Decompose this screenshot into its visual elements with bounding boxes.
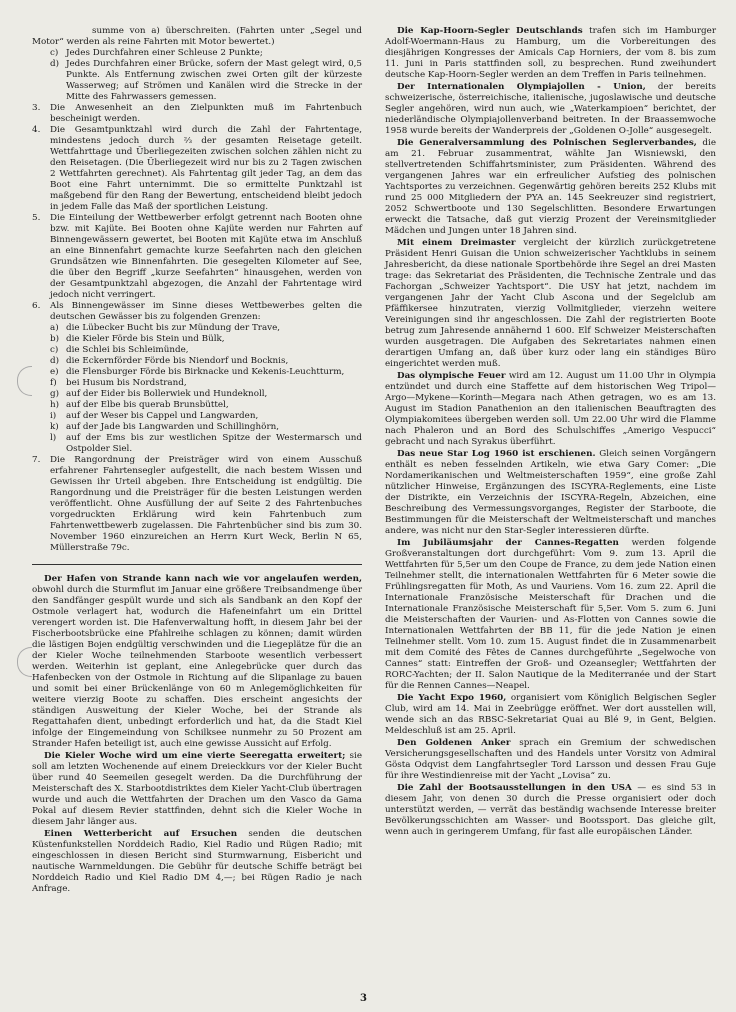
news-headline: Die Zahl der Bootsausstellungen in den USA — [397, 783, 632, 793]
waters-limit-item: h) auf der Elbe bis querab Brunsbüttel, — [50, 400, 229, 410]
news-item — [385, 783, 716, 838]
news-headline: Das olympische Feuer — [397, 371, 506, 381]
punch-hole-mark-top — [17, 366, 32, 396]
rule-item: 6. Als Binnengewässer im Sinne dieses Wettbewerbes gelten die deutschen Gewässer bis zu folgenden Grenzen: a) die Lübecker Bucht bis zur Mündung der Trave, b) die Kieler Förde bis Stein und Bülk, c) die Schlei bis Schleimünde, d) die Eckernförder Förde bis Niendorf und Bocknis, e) die Flensburger Förde bis Birknacke und Kekenis-Leuchtturm, f) bei Husum bis Nordstrand, g) auf der Eider bis Bollerwiek und Hundeknoll, h) auf der Elbe bis querab Brunsbüttel, i) auf der Weser bis Cappel und Langwarden, k) auf der Jade bis Langwarden und Schillinghörn, l) auf der Ems bis zur westlichen Spitze der Westermarsch und Ostpolder Siel. — [32, 301, 362, 454]
section-divider — [32, 564, 362, 565]
news-item — [32, 574, 362, 750]
news-item — [385, 738, 716, 782]
rules-intro: summe von a) überschreiten. (Fahrten unter „Segel und Motor“ werden als reine Fahrten mit Motor bewertet.) — [32, 26, 362, 47]
rule-item: 4. Die Gesamtpunktzahl wird durch die Zahl der Fahrtentage, mindestens jedoch durch ⅔ der gesamten Reisetage geteilt. Wettfahrttage und Überliegezeiten zwischen solchen zählen nicht zu den Reisetagen. (Die Überliegezeit wird nur bis zu 2 Tagen zwischen 2 Wettfahrten gerechnet). Als Fahrtentag gilt jeder Tag, an dem das Boot eine Fahrt unternimmt. Die so ermittelte Punktzahl ist maßgebend für den Rang der Bewertung, entscheidend bleibt jedoch in jedem Falle das Maß der sportlichen Leistung. — [32, 125, 362, 212]
rules-list — [32, 103, 362, 554]
news-body: der bereits schweizerische, österreichische, italienische, jugoslawische und deutsche Segler angehören, wird nun auch, wie „Waterkampioen“ berichtet, der niederländische Olympiajollenverband beitreten. In der Braassemwoche 1958 wurde bereits der Wanderpreis der „Goldenen O-Jolle“ ausgesegelt. — [385, 82, 716, 136]
waters-limit-item: b) die Kieler Förde bis Stein und Bülk, — [50, 334, 225, 344]
news-headline: Das neue Star Log 1960 ist erschienen. — [397, 449, 596, 459]
waters-limit-item: f) bei Husum bis Nordstrand, — [50, 378, 187, 388]
news-item — [32, 751, 362, 828]
news-item — [385, 538, 716, 692]
rule-item: 3. Die Anwesenheit an den Zielpunkten muß im Fahrtenbuch bescheinigt werden. — [32, 103, 362, 124]
news-item — [32, 829, 362, 895]
news-headline: Den Goldenen Anker — [397, 738, 511, 748]
news-item — [385, 138, 716, 237]
news-headline: Der Hafen von Strande kann nach wie vor angelaufen werden, — [44, 574, 362, 584]
waters-limit-item: e) die Flensburger Förde bis Birknacke und Kekenis-Leuchtturm, — [50, 367, 345, 377]
waters-limit-item: c) die Schlei bis Schleimünde, — [50, 345, 189, 355]
intro-item: d) Jedes Durchfahren einer Brücke, sofern der Mast gelegt wird, 0,5 Punkte. Als Entfernung zwischen zwei Orten gilt der kürzeste Wasserweg; auf Strömen und Kanälen wird die Strecke in der Mitte des Fahrwassers gemessen. — [50, 59, 362, 102]
news-headline: Die Yacht Expo 1960, — [397, 693, 507, 703]
waters-limit-item: k) auf der Jade bis Langwarden und Schillinghörn, — [50, 422, 280, 432]
news-body: senden die deutschen Küstenfunkstellen Norddeich Radio, Kiel Radio und Rügen Radio; mit eingeschlossen in diesen Bericht sind Sturmwarnung, Eisbericht und nautische Warnmeldungen. Die Gebühr für deutsche Schiffe beträgt bei Norddeich Radio und Kiel Radio DM 4,—; bei Rügen Radio je nach Anfrage. — [32, 829, 362, 894]
intro-item: c) Jedes Durchfahren einer Schleuse 2 Punkte; — [50, 48, 263, 58]
punch-hole-mark-bottom — [17, 647, 32, 677]
news-headline: Im Jubiläumsjahr der Cannes-Regatten — [397, 538, 619, 548]
news-body: organisiert vom Königlich Belgischen Segler Club, wird am 14. Mai in Zeebrügge eröffnet. Wer dort ausstellen will, wende sich an das RBSC-Sekretariat Quai au Blé 9, in Gent, Belgien. Meldeschluß ist am 25. April. — [385, 693, 716, 736]
news-headline: Mit einem Dreimaster — [397, 238, 516, 248]
news-body: werden folgende Großveranstaltungen dort durchgeführt: Vom 9. zum 13. April die Wettfahrten für 5,5er um den Coupe de France, zu dem jede Nation einen Teilnehmer stellt, die internationalen Wettfahrten für 6 Meter sowie die Frühlingsregatten für Moth, As und Vauriens. Vom 16. zum 22. April die Internationale Französische Meisterschaft für Drachen und die Internationale Französische Meisterschaft für 5,5er. Vom 5. zum 6. Juni die Meisterschaften der Vaurien- und As-Flotten von Cannes sowie die Internationalen Wettfahrten der BB 11, für die jede Nation je einen Teilnehmer stellt. Vom 10. zum 15. August findet die in Zusammenarbeit mit dem Comité des Fêtes de Cannes durchgeführte „Segelwoche von Cannes“ statt: Eintreffen der Groß- und Ozeansegler; Wettfahrten der RORC-Yachten; der II. Salon Nautique de la Mediterranée und der Start für die Rennen Cannes—Neapel. — [385, 538, 717, 691]
news-headline: Die Kieler Woche wird um eine vierte Seeregatta erweitert; — [44, 751, 346, 761]
news-headline: Der Internationalen Olympiajollen - Union, — [397, 82, 646, 92]
news-body: vergleicht der kürzlich zurückgetretene Präsident Henri Guisan die Union schweizerischer Yachtklubs in seinem Jahresbericht, da diese nationale Sportbehörde ihre Segel an drei Masten trage: das Sekretariat des Präsidenten, die Technische Zentrale und das Fachorgan „Schweizer Yachtsport“. Die USY hat jetzt, nachdem im vergangenen Jahr der Yacht Club Ascona und der Segelclub am Pfäffikersee hinzutraten, vierzig Vollmitglieder, vierzehn weitere Vereinigungen sind ihr angeschlossen. Die Zahl der registrierten Boote betrug zum Jahresende annähernd 1 600. Elf Schweizer Meisterschaften wurden ausgetragen. Die Aufgaben des Sekretariates nahmen einen derartigen Umfang an, daß über kurz oder lang ein ständiges Büro eingerichtet werden muß. — [385, 238, 716, 369]
news-body: Gleich seinen Vorgängern enthält es neben fesselnden Artikeln, wie etwa Gary Comer: „Die Nordamerikanischen und Weltmeisterschaften 1959“, eine große Zahl nützlicher Hinweise, Ergänzungen des ISCYRA-Reglements, eine Liste der Distrikte, ein Verzeichnis der ISCYRA-Regeln, Abzeichen, eine Beschreibung des Vermessungsvorganges, Register der Starboote, die Bestimmungen für die Meisterschaft der Weltmeisterschaft und manches andere, was nicht nur den Star-Segler interessieren dürfte. — [385, 449, 717, 536]
page-number: 3 — [360, 993, 367, 1004]
waters-limit-item: i) auf der Weser bis Cappel und Langwarden, — [50, 411, 259, 421]
news-item — [385, 371, 716, 448]
news-item — [385, 693, 716, 737]
left-column — [32, 26, 362, 896]
news-body: obwohl durch die Sturmflut im Januar eine größere Treibsandmenge über den Sandfänger gespült wurde und sich als Sandbank an den Kopf der Ostmole verlagert hat, wodurch die Hafeneinfahrt um ein Drittel verengert worden ist. Die Hafenverwaltung hofft, in diesem Jahr bei der Fischerbootsbrücke eine Pfahlreihe schlagen zu können; damit würden die lästigen Bojen endgültig verschwinden und die Liegeplätze für die an der Kieler Woche teilnehmenden Starboote wesentlich verbessert werden. Weiterhin ist geplant, eine Anlegebrücke quer durch das Hafenbecken von der Ostmole in Richtung auf die Slipanlage zu bauen und somit bei einer Brückenlänge von 60 m Anlegemöglichkeiten für weitere vierzig Boote zu schaffen. Dies erscheint angesichts der ständigen Ausweitung der Kieler Woche, bei der Strande als Regattahafen dient, unbedingt erforderlich und hat, da die Stadt Kiel infolge der Eingemeindung von Schilksee nunmehr zu 50 Prozent am Strander Hafen beteiligt ist, auch eine gewisse Aussicht auf Erfolg. — [32, 585, 362, 749]
news-headline: Einen Wetterbericht auf Ersuchen — [44, 829, 238, 839]
news-headline: Die Generalversammlung des Polnischen Seglerverbandes, — [397, 138, 697, 148]
waters-limit-item: a) die Lübecker Bucht bis zur Mündung der Trave, — [50, 323, 281, 333]
news-body: sie soll am letzten Wochenende auf einem Dreieckkurs vor der Kieler Bucht über rund 40 Seemeilen gesegelt werden. Da die Durchführung der Meisterschaft des X. Starbootdistriktes dem Kieler Yacht-Club übertragen wurde und auch die Wettfahrten der Drachen um den Vasco da Gama Pokal auf diesem Revier stattfinden, dehnt sich die Kieler Woche in diesem Jahr länger aus. — [32, 751, 362, 827]
intro-items — [50, 48, 362, 103]
right-column — [385, 26, 716, 839]
news-body: — es sind 53 in diesem Jahr, von denen 30 durch die Presse organisiert oder doch unterstützt werden, — verrät das beständig wachsende Interesse breiter Bevölkerungsschichten am Wasser- und Bootssport. Das gleiche gilt, wenn auch in geringerem Umfang, für fast alle europäischen Länder. — [385, 783, 716, 837]
news-item — [385, 238, 716, 370]
waters-limit-item: g) auf der Eider bis Bollerwiek und Hundeknoll, — [50, 389, 268, 399]
rule-item: 5. Die Einteilung der Wettbewerber erfolgt getrennt nach Booten ohne bzw. mit Kajüte. Bei Booten ohne Kajüte werden nur Fahrten auf Binnengewässern gewertet, bei Booten mit Kajüte etwa im Anschluß an eine Binnenfahrt gemachte kurze Seefahrten nach den gleichen Grundsätzen wie Binnenfahrten. Die gesegelten Kilometer auf See, die über den Begriff „kurze Seefahrten“ hinausgehen, werden von der Gesamtpunktzahl abgezogen, die Anzahl der Fahrtentage wird jedoch nicht verringert. — [32, 213, 362, 300]
news-body: trafen sich im Hamburger Adolf-Woermann-Haus zu Hamburg, um die Vorbereitungen des diesjährigen Kongresses der Amicals Cap Horniers, der vom 8. bis zum 11. Juni in Paris stattfinden soll, zu besprechen. Rund zweihundert deutsche Kap-Hoorn-Segler werden an dem Treffen in Paris teilnehmen. — [385, 26, 717, 80]
news-item — [385, 26, 716, 81]
news-body: wird am 12. August um 11.00 Uhr in Olympia entzündet und durch eine Staffette auf dem historischen Weg Tripol—Argo—Mykene—Korinth—Megara nach Athen getragen, wo es am 13. August im Stadion Panathenion an den italienischen Beauftragten des Olympiakomitees übergeben werden soll. Um 22.00 Uhr wird die Flamme nach Phaleron und an Bord des Schulschiffes „Amerigo Vespucci“ gebracht und nach Syrakus überführt. — [385, 371, 717, 447]
waters-limit-list — [50, 323, 362, 455]
waters-limit-item: d) die Eckernförder Förde bis Niendorf und Bocknis, — [50, 356, 289, 366]
news-body: sprach ein Gremium der schwedischen Versicherungsgesellschaften und des Handels unter Vorsitz von Admiral Gösta Odqvist dem Langfahrtsegler Tord Larsson und dessen Frau Guje für ihre Westindienreise mit der Yacht „Lovisa“ zu. — [385, 738, 716, 781]
news-item — [385, 449, 716, 537]
news-item — [385, 82, 716, 137]
rule-item: 7. Die Rangordnung der Preisträger wird von einem Ausschuß erfahrener Fahrtensegler aufgestellt, die nach bestem Wissen und Gewissen ihr Urteil abgeben. Ihre Entscheidung ist endgültig. Die Rangordnung und die Preisträger für die besten Leistungen werden veröffentlicht. Ohne Ausfüllung der auf Seite 2 des Fahrtenbuches vorgedruckten Erklärung wird kein Fahrtenbuch zum Fahrtenwettbewerb zugelassen. Die Fahrtenbücher sind bis zum 30. November 1960 einzureichen an Herrn Kurt Weck, Berlin N 65, Müllerstraße 79c. — [32, 455, 362, 553]
news-body: die am 21. Februar zusammentrat, wählte Jan Wisniewski, den stellvertretenden Schiffahrtsminister, zum Präsidenten. Während des vergangenen Jahres war ein erfreulicher Aufstieg des polnischen Yachtsportes zu verzeichnen. Gegenwärtig gehören bereits 252 Klubs mit rund 25 000 Mitgliedern der PYA an. 145 Seekreuzer sind registriert, 2052 Schwertboote und 130 Segelschlitten. Besondere Erwartungen erweckt die Tatsache, daß gut vierzig Prozent der Vereinsmitglieder Mädchen und Jungen unter 18 Jahren sind. — [385, 138, 717, 236]
news-headline: Die Kap-Hoorn-Segler Deutschlands — [397, 26, 583, 36]
waters-limit-item: l) auf der Ems bis zur westlichen Spitze der Westermarsch und Ostpolder Siel. — [50, 433, 362, 454]
